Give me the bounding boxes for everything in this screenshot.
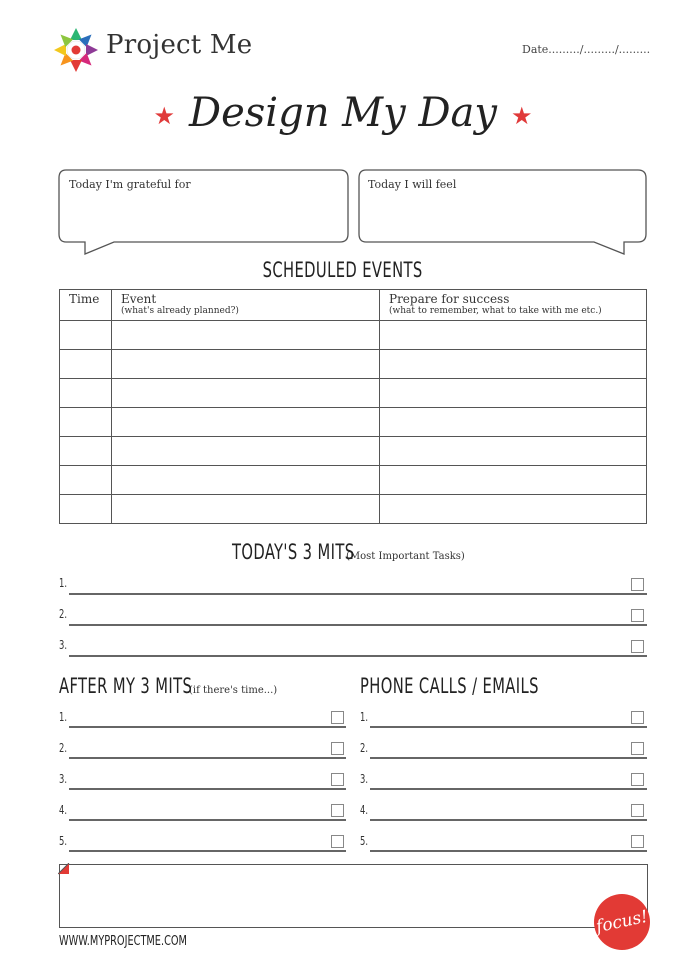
column-prepare: Prepare for success (what to remember, what to take with me etc.) — [380, 290, 647, 321]
after-line[interactable] — [69, 819, 346, 821]
after-checkbox[interactable] — [331, 742, 344, 755]
feel-label: Today I will feel — [368, 178, 457, 191]
event-cell[interactable] — [112, 495, 380, 524]
call-line[interactable] — [370, 757, 647, 759]
title-text: Design My Day — [189, 90, 497, 136]
time-cell[interactable] — [60, 466, 112, 495]
phone-calls-heading: PHONE CALLS / EMAILS — [360, 674, 539, 698]
time-cell[interactable] — [60, 321, 112, 350]
after-checkbox[interactable] — [331, 711, 344, 724]
date-field[interactable]: Date........./........./......... — [522, 43, 651, 56]
after-line[interactable] — [69, 726, 346, 728]
call-checkbox[interactable] — [631, 804, 644, 817]
prepare-cell[interactable] — [380, 408, 647, 437]
star-icon: ★ — [510, 102, 533, 130]
prepare-cell[interactable] — [380, 437, 647, 466]
column-time: Time — [60, 290, 112, 321]
after-line[interactable] — [69, 850, 346, 852]
table-row — [60, 437, 647, 466]
table-row — [60, 495, 647, 524]
event-cell[interactable] — [112, 437, 380, 466]
table-row — [60, 379, 647, 408]
notes-box[interactable] — [59, 864, 648, 928]
table-row — [60, 408, 647, 437]
after-mits-heading: AFTER MY 3 MITS(if there's time...) — [59, 674, 278, 698]
grateful-label: Today I'm grateful for — [69, 178, 191, 191]
event-cell[interactable] — [112, 321, 380, 350]
focus-badge: focus! — [589, 889, 655, 955]
time-cell[interactable] — [60, 350, 112, 379]
event-cell[interactable] — [112, 350, 380, 379]
call-line[interactable] — [370, 788, 647, 790]
column-event: Event (what's already planned?) — [112, 290, 380, 321]
time-cell[interactable] — [60, 379, 112, 408]
call-checkbox[interactable] — [631, 742, 644, 755]
page-title — [0, 90, 686, 136]
mit-checkbox[interactable] — [631, 640, 644, 653]
call-line[interactable] — [370, 819, 647, 821]
prepare-cell[interactable] — [380, 495, 647, 524]
mit-line[interactable] — [69, 624, 647, 626]
event-cell[interactable] — [112, 379, 380, 408]
table-row — [60, 350, 647, 379]
after-checkbox[interactable] — [331, 773, 344, 786]
after-checkbox[interactable] — [331, 804, 344, 817]
call-checkbox[interactable] — [631, 835, 644, 848]
time-cell[interactable] — [60, 408, 112, 437]
prepare-cell[interactable] — [380, 466, 647, 495]
mit-line[interactable] — [69, 655, 647, 657]
scheduled-events-table — [59, 289, 647, 524]
table-row — [60, 466, 647, 495]
prepare-cell[interactable] — [380, 350, 647, 379]
scheduled-events-heading: SCHEDULED EVENTS — [262, 258, 424, 282]
mit-line[interactable] — [69, 593, 647, 595]
mits-heading: TODAY'S 3 MITS(Most Important Tasks) — [232, 540, 465, 564]
table-header-row — [60, 290, 647, 321]
time-cell[interactable] — [60, 495, 112, 524]
after-checkbox[interactable] — [331, 835, 344, 848]
after-line[interactable] — [69, 788, 346, 790]
after-line[interactable] — [69, 757, 346, 759]
time-cell[interactable] — [60, 437, 112, 466]
table-row — [60, 321, 647, 350]
call-checkbox[interactable] — [631, 711, 644, 724]
website-url[interactable]: WWW.MYPROJECTME.COM — [59, 934, 187, 949]
call-line[interactable] — [370, 850, 647, 852]
brand-name: Project Me — [106, 30, 253, 60]
prepare-cell[interactable] — [380, 379, 647, 408]
event-cell[interactable] — [112, 408, 380, 437]
prepare-cell[interactable] — [380, 321, 647, 350]
mit-checkbox[interactable] — [631, 578, 644, 591]
call-line[interactable] — [370, 726, 647, 728]
call-checkbox[interactable] — [631, 773, 644, 786]
page-corner-fold-icon — [58, 863, 70, 875]
mit-checkbox[interactable] — [631, 609, 644, 622]
star-icon: ★ — [153, 102, 176, 130]
event-cell[interactable] — [112, 466, 380, 495]
logo-flower-icon — [52, 26, 100, 74]
